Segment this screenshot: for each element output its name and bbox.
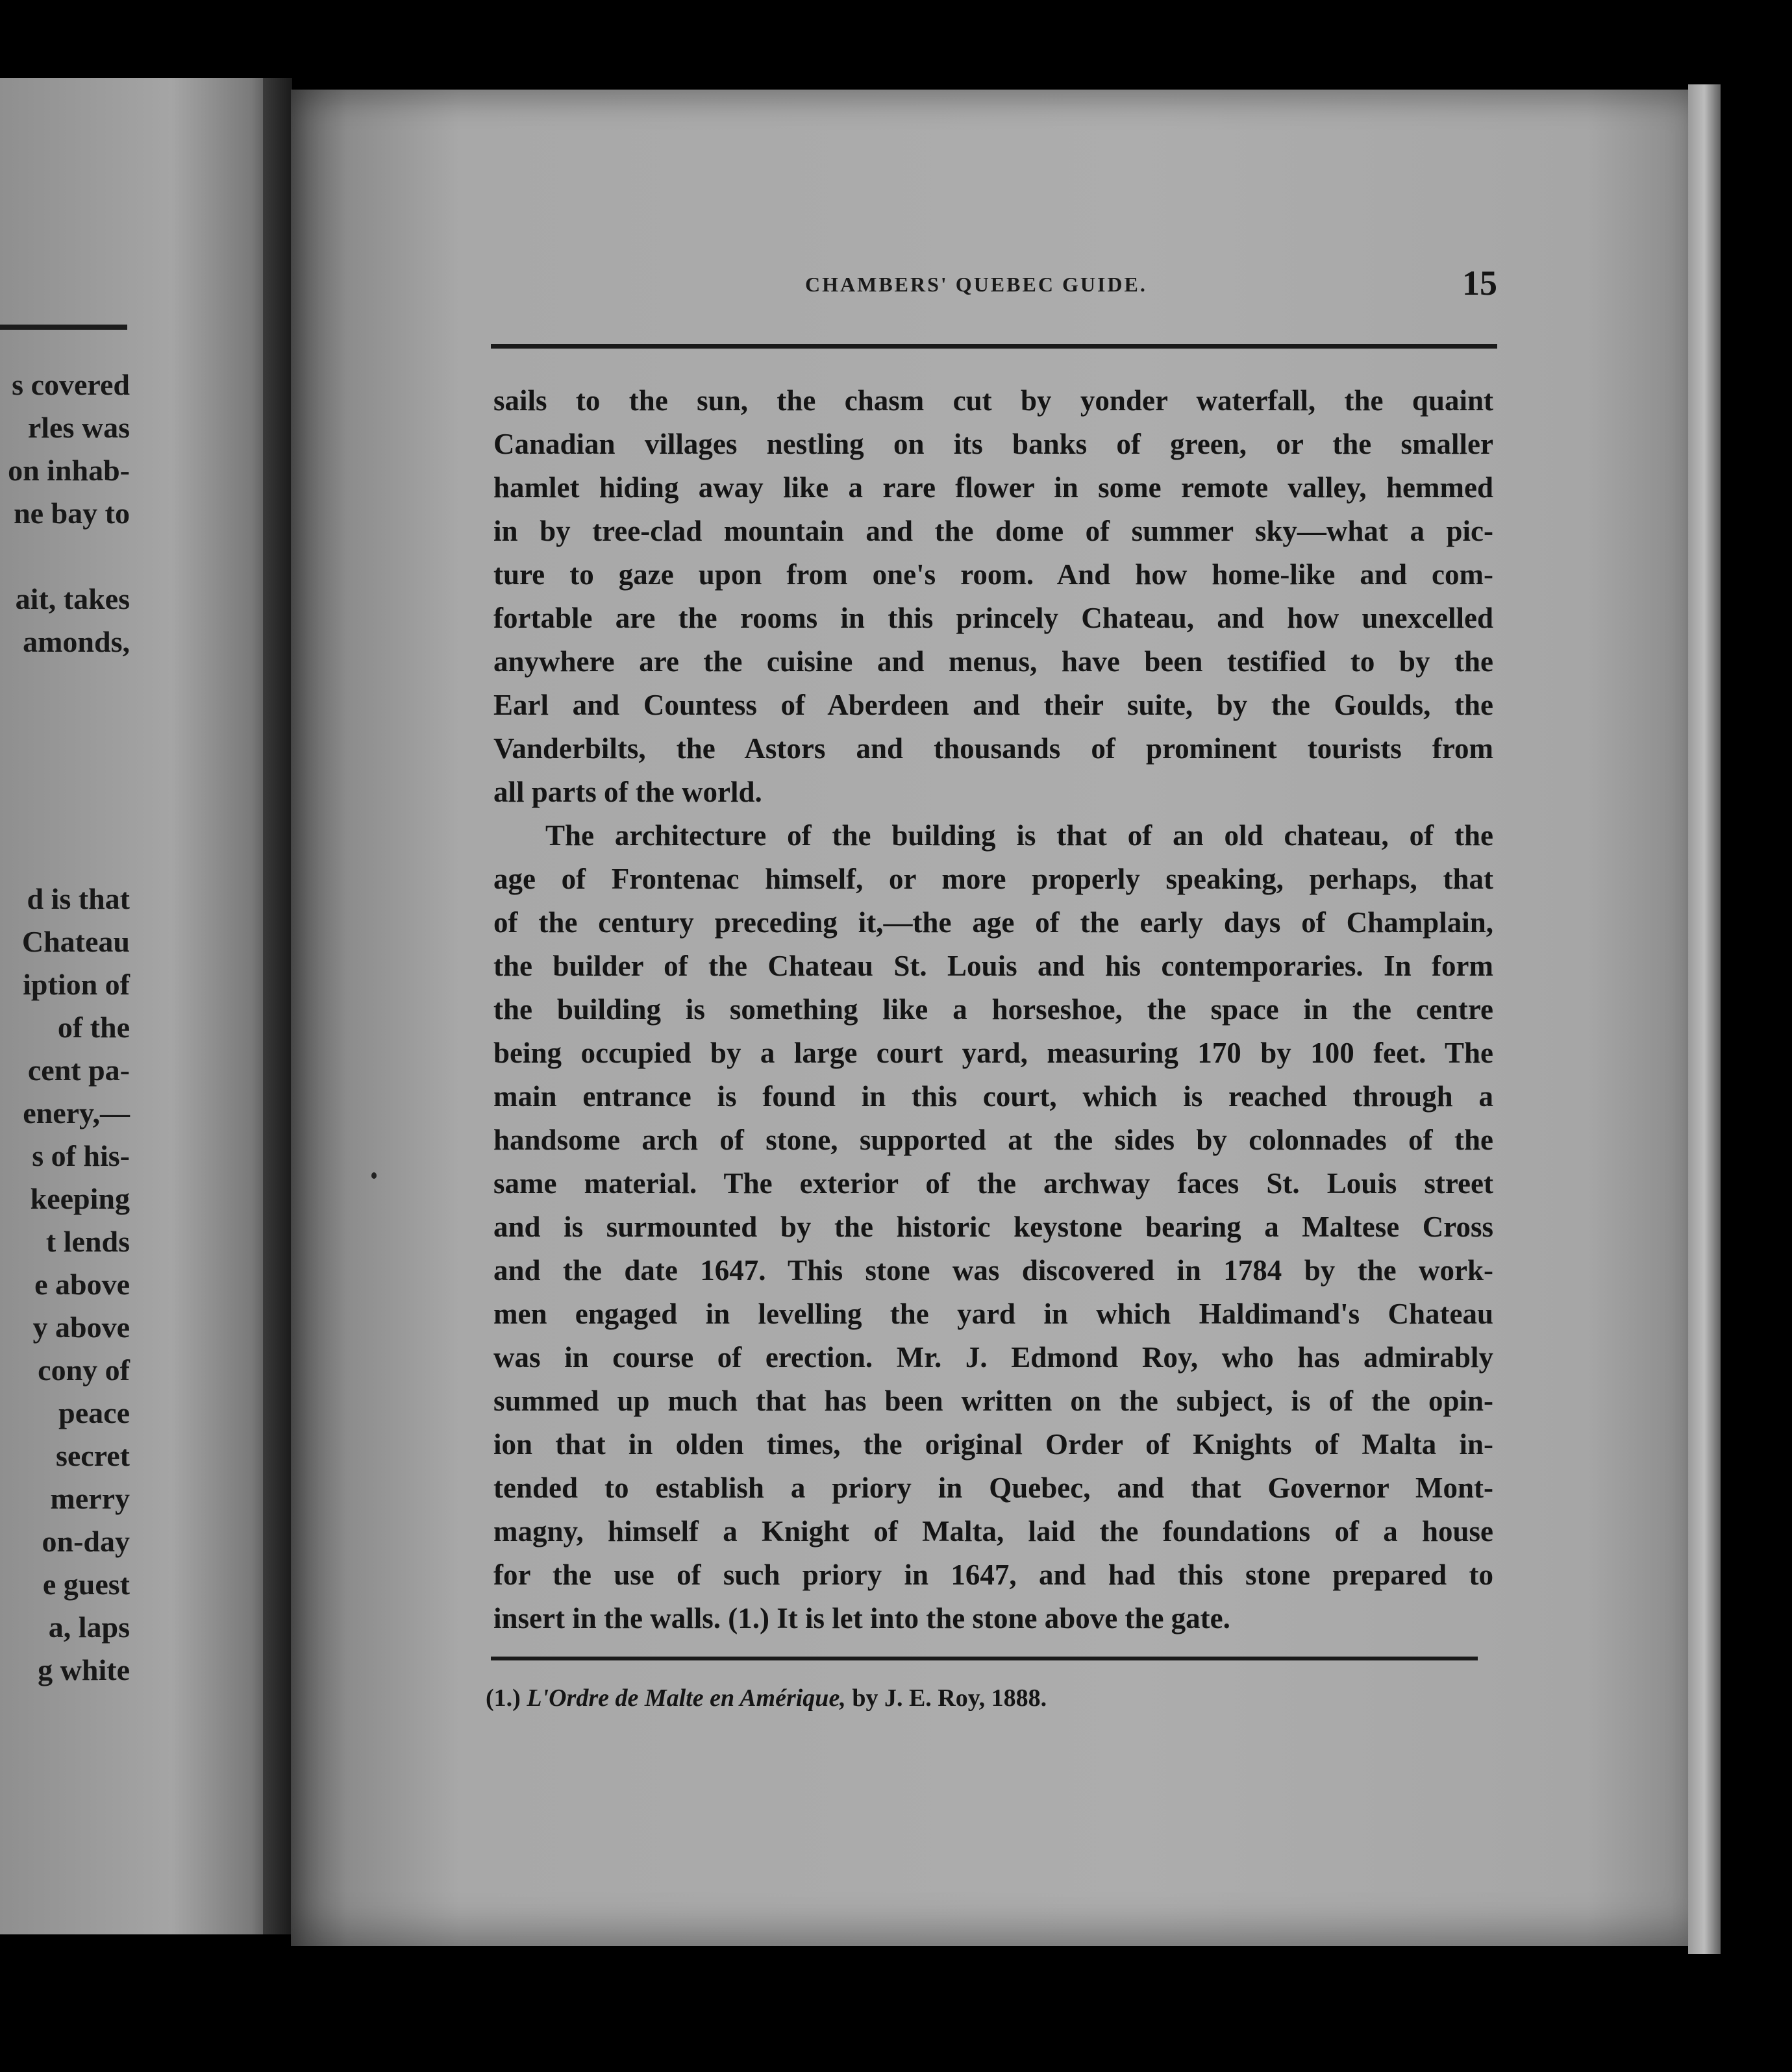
body-line: insert in the walls. (1.) It is let into the stone above the gate. — [493, 1602, 1230, 1634]
body-line: ion that in olden times, the original Order of Knights of Malta in- — [493, 1428, 1493, 1461]
running-title: CHAMBERS' QUEBEC GUIDE. — [805, 273, 1147, 296]
body-line: fortable are the rooms in this princely Chateau, and how unexcelled — [493, 602, 1493, 634]
previous-page-line: on-day — [42, 1525, 130, 1558]
footnote-marker: (1.) — [486, 1684, 521, 1712]
previous-page-line: s of his- — [32, 1139, 130, 1172]
body-line: age of Frontenac himself, or more properly speaking, perhaps, that — [493, 863, 1493, 895]
body-line: ture to gaze upon from one's room. And how home-like and com- — [493, 558, 1493, 591]
previous-page-line: merry — [50, 1482, 130, 1515]
body-line: The architecture of the building is that of an old chateau, of the — [545, 819, 1493, 852]
body-line: summed up much that has been written on the subject, is of the opin- — [493, 1385, 1493, 1417]
previous-page-line — [8, 835, 130, 878]
previous-page-line: on inhab- — [8, 454, 130, 487]
previous-page-line: rles was — [27, 411, 130, 444]
previous-page-line: of the — [57, 1011, 130, 1044]
previous-page-line: e guest — [42, 1568, 130, 1601]
body-line: and is surmounted by the historic keystone bearing a Maltese Cross — [493, 1211, 1493, 1243]
body-line: and the date 1647. This stone was discovered in 1784 by the work- — [493, 1254, 1493, 1287]
book-gutter — [263, 78, 292, 1934]
previous-page-line: keeping — [30, 1182, 130, 1215]
footnote-title: L'Ordre de Malte en Amérique, — [527, 1684, 846, 1712]
body-text — [493, 379, 1493, 1640]
footnote — [486, 1684, 1047, 1712]
body-line: anywhere are the cuisine and menus, have been testified to by the — [493, 645, 1493, 678]
body-line: of the century preceding it,—the age of the early days of Champlain, — [493, 906, 1493, 939]
body-line: being occupied by a large court yard, measuring 170 by 100 feet. The — [493, 1037, 1493, 1069]
previous-page-line: a, laps — [48, 1610, 130, 1644]
previous-page-line: iption of — [23, 968, 130, 1001]
page-edge — [1688, 84, 1721, 1954]
previous-page-line: e above — [34, 1268, 130, 1301]
body-line: was in course of erection. Mr. J. Edmond Roy, who has admirably — [493, 1341, 1493, 1374]
body-line: for the use of such priory in 1647, and had this stone prepared to — [493, 1559, 1493, 1591]
body-line: sails to the sun, the chasm cut by yonder waterfall, the quaint — [493, 384, 1493, 417]
previous-page-line: ait, takes — [15, 582, 130, 615]
body-line: handsome arch of stone, supported at the sides by colonnades of the — [493, 1124, 1493, 1156]
previous-page-line: s covered — [12, 368, 130, 401]
previous-page-rule — [0, 325, 127, 330]
body-line: Earl and Countess of Aberdeen and their suite, by the Goulds, the — [493, 689, 1493, 721]
footnote-rule — [491, 1657, 1478, 1660]
header-rule — [491, 344, 1497, 349]
previous-page-line — [8, 535, 130, 578]
previous-page-line — [8, 792, 130, 835]
previous-page-line: t lends — [45, 1225, 130, 1258]
previous-page-line: cent pa- — [27, 1054, 130, 1087]
footnote-rest: by J. E. Roy, 1888. — [852, 1684, 1047, 1712]
previous-page-line — [8, 663, 130, 706]
previous-page-line: g white — [38, 1653, 130, 1686]
previous-page-line: peace — [58, 1396, 130, 1429]
previous-page-line: ne bay to — [14, 497, 130, 530]
body-line: hamlet hiding away like a rare flower in some remote valley, hemmed — [493, 471, 1493, 504]
previous-page-line: d is that — [27, 882, 130, 915]
previous-page-line: y above — [32, 1311, 130, 1344]
body-line: tended to establish a priory in Quebec, and that Governor Mont- — [493, 1472, 1493, 1504]
previous-page-line: amonds, — [23, 625, 130, 658]
previous-page-line: secret — [55, 1439, 130, 1472]
body-line: in by tree-clad mountain and the dome of summer sky—what a pic- — [493, 515, 1493, 547]
body-line: same material. The exterior of the archway faces St. Louis street — [493, 1167, 1493, 1200]
body-line: men engaged in levelling the yard in which Haldimand's Chateau — [493, 1298, 1493, 1330]
body-line: main entrance is found in this court, which is reached through a — [493, 1080, 1493, 1113]
previous-page-text — [8, 364, 130, 1692]
body-line: the builder of the Chateau St. Louis and his contemporaries. In form — [493, 950, 1493, 982]
ink-speck — [371, 1172, 377, 1179]
body-line: all parts of the world. — [493, 776, 762, 808]
page-number: 15 — [1462, 264, 1497, 302]
body-line: the building is something like a horseshoe, the space in the centre — [493, 993, 1493, 1026]
previous-page-line: enery,— — [23, 1096, 130, 1129]
body-line: Canadian villages nestling on its banks of green, or the smaller — [493, 428, 1493, 460]
body-line: Vanderbilts, the Astors and thousands of prominent tourists from — [493, 732, 1493, 765]
body-line: magny, himself a Knight of Malta, laid the foundations of a house — [493, 1515, 1493, 1548]
previous-page-line: cony of — [38, 1353, 130, 1387]
previous-page-line — [8, 706, 130, 749]
previous-page-line — [8, 749, 130, 792]
previous-page-line: Chateau — [21, 925, 130, 958]
